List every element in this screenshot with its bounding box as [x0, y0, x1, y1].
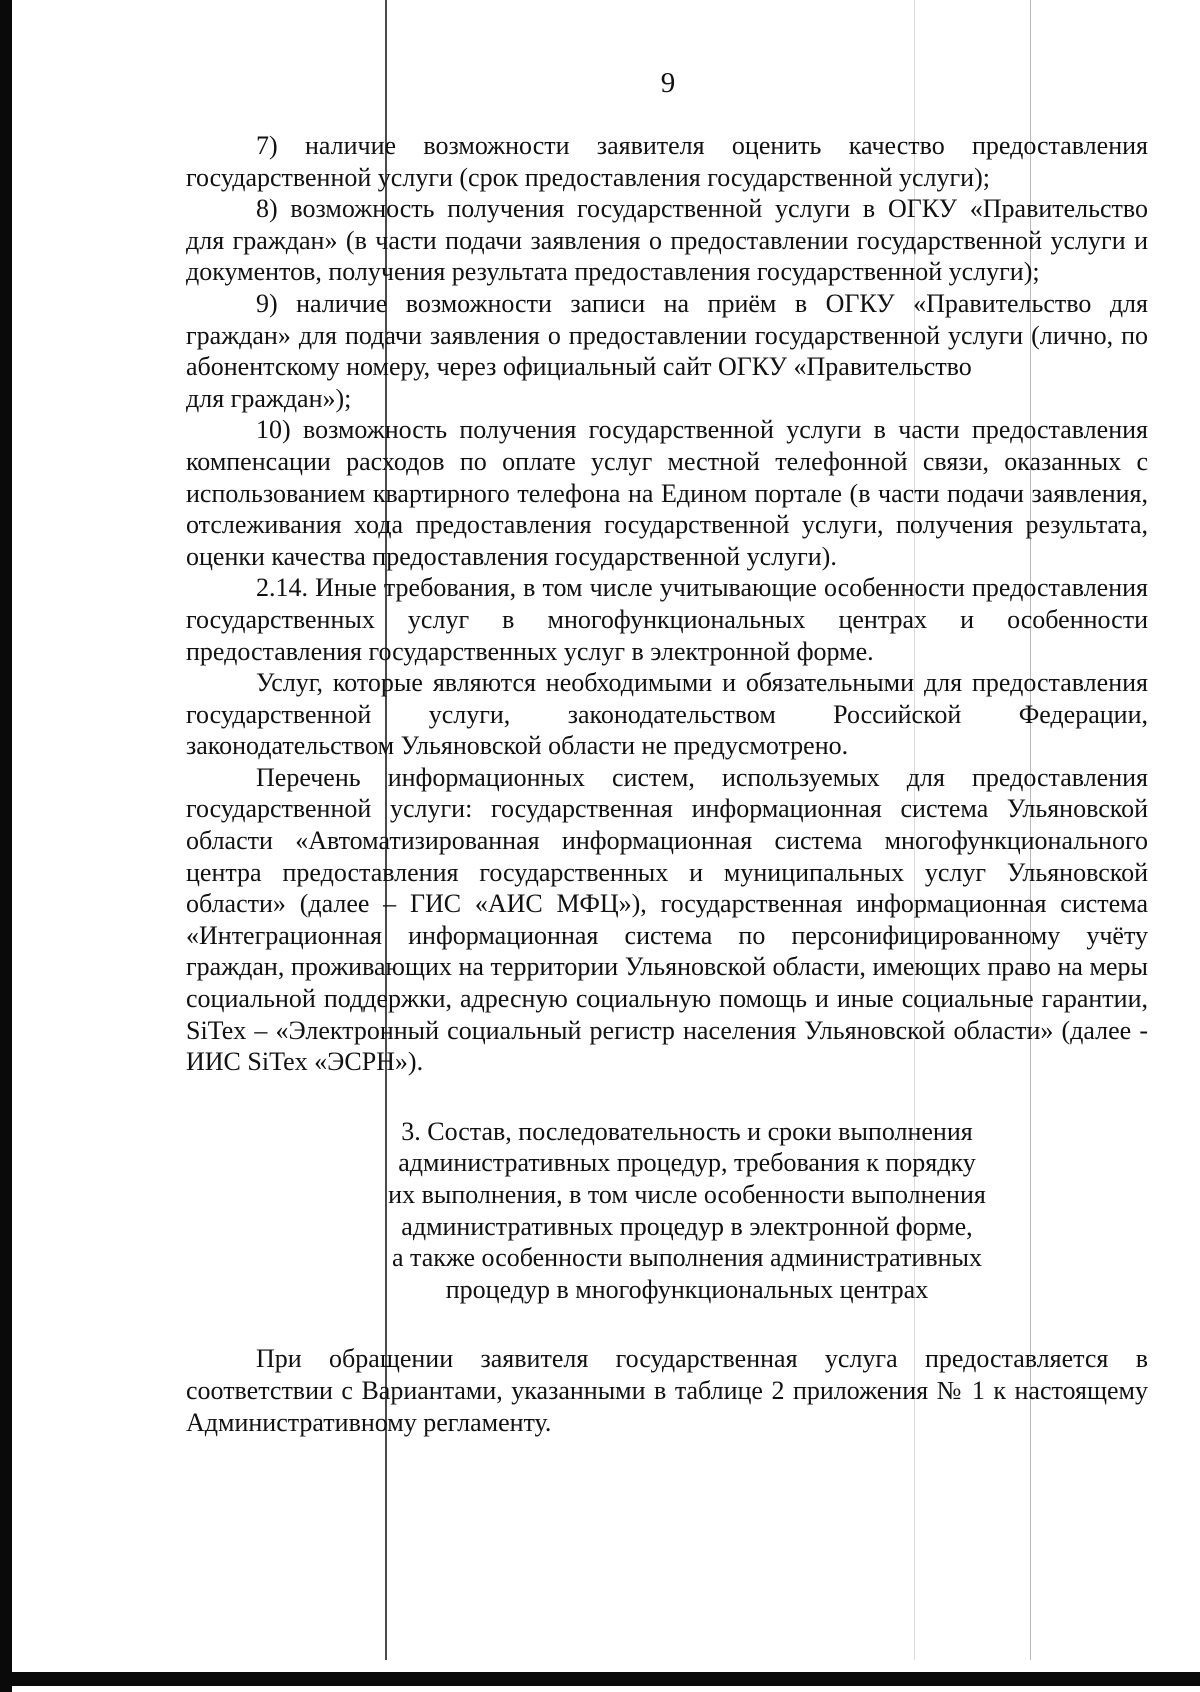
heading-line: процедур в многофункциональных центрах — [445, 1274, 929, 1304]
heading-line: административных процедур, требования к порядку — [398, 1148, 976, 1178]
scan-edge-bottom — [0, 1672, 1200, 1686]
paragraph-item-8: 8) возможность получения государственной услуги в ОГКУ «Правительство для граждан» (в части подачи заявления о предоставлении государственной услуги и документов, получения результата предоставления государственной услуги); — [186, 194, 1148, 287]
scan-edge-left — [0, 0, 12, 1692]
paragraph-item-9: 9) наличие возможности записи на приём в ОГКУ «Правительство для граждан» для подачи заявления о предоставлении государственной услуги (лично, по абонентскому номеру, через официальный сайт ОГКУ «Правительство — [186, 288, 1148, 382]
heading-line: 3. Состав, последовательность и сроки выполнения — [401, 1116, 973, 1146]
paragraph-item-9-continuation: для граждан»); — [186, 383, 352, 413]
heading-line: административных процедур в электронной форме, — [401, 1211, 973, 1241]
paragraph-information-systems: Перечень информационных систем, используемых для предоставления государственной услуги: государственная информационная система Ульяновской области «Автоматизированная информационная система многофункционального центра предоставления государственных и муниципальных услуг Ульяновской области» (далее – ГИС «АИС МФЦ»), государственная информационная система «Интеграционная информационная система по персонифицированному учёту граждан, проживающих на территории Ульяновской области, имеющих право на меры социальной поддержки, адресную социальную помощь и иные социальные гарантии, SiTex – «Электронный социальный регистр населения Ульяновской области» (далее - ИИС SiTex «ЭСРН»). — [186, 762, 1148, 1077]
heading-line: их выполнения, в том числе особенности выполнения — [388, 1180, 986, 1209]
heading-line: а также особенности выполнения административных — [392, 1243, 982, 1273]
document-body — [186, 130, 1148, 1438]
paragraph-required-services: Услуг, которые являются необходимыми и обязательными для предоставления государственной услуги, законодательством Российской Федерации, законодательством Ульяновской области не предусмотрено. — [186, 668, 1148, 761]
page-number: 9 — [660, 67, 676, 99]
section-3-heading — [186, 1116, 1148, 1306]
paragraph-variants: При обращении заявителя государственная услуга предоставляется в соответствии с Вариантами, указанными в таблице 2 приложения № 1 к настоящему Административному регламенту. — [186, 1344, 1148, 1437]
paragraph-item-10: 10) возможность получения государственной услуги в части предоставления компенсации расходов по оплате услуг местной телефонной связи, оказанных с использованием квартирного телефона на Едином портале (в части подачи заявления, отслеживания хода предоставления государственной услуги, получения результата, оценки качества предоставления государственной услуги). — [186, 415, 1148, 571]
paragraph-item-7: 7) наличие возможности заявителя оценить качество предоставления государственной услуги (срок предоставления государственной услуги); — [186, 131, 1148, 192]
paragraph-section-2-14: 2.14. Иные требования, в том числе учитывающие особенности предоставления государственных услуг в многофункциональных центрах и особенности предоставления государственных услуг в электронной форме. — [186, 573, 1148, 666]
